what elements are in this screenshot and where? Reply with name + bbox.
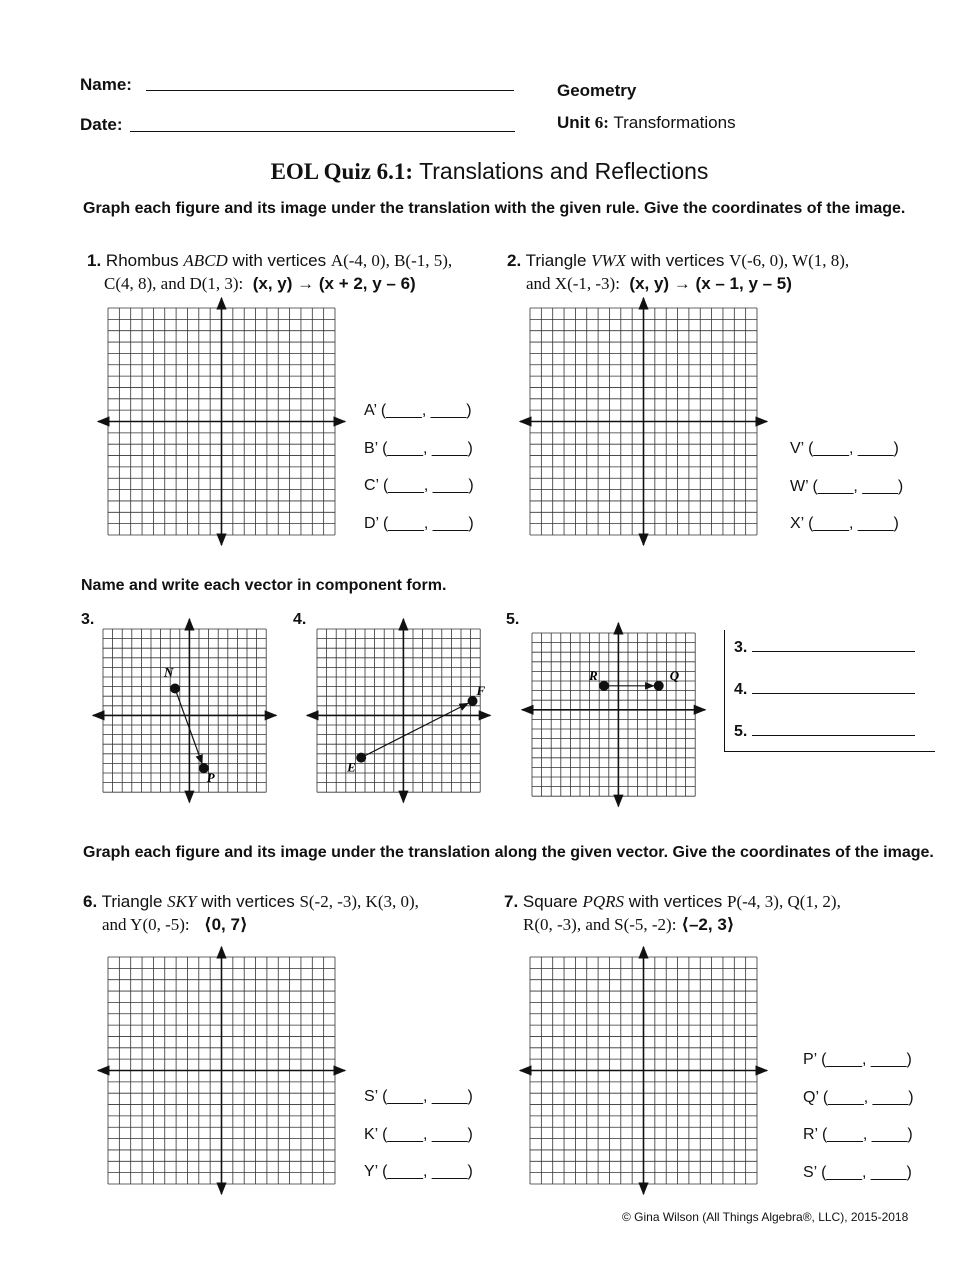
p6-vector: ⟨0, 7⟩ [203, 915, 248, 934]
problem2-number: 2. [507, 251, 522, 270]
problem1-number: 1. [87, 251, 102, 270]
grid-lines [307, 619, 490, 802]
answer-k-prime[interactable]: K’ (____, ____) [364, 1126, 473, 1143]
course-name: Geometry [557, 81, 637, 100]
grid-lines [520, 298, 767, 545]
vector-answer-5[interactable] [734, 723, 915, 741]
answer-v-prime[interactable]: V’ (____, ____) [790, 440, 899, 457]
point-label-f: F [476, 683, 486, 698]
vector-line [361, 703, 468, 757]
page-title [0, 158, 979, 185]
p2-shape: Triangle [525, 251, 587, 270]
date-label: Date: [80, 115, 123, 134]
problem4-number: 4. [293, 611, 307, 628]
problem1-text [87, 249, 452, 295]
answer-a-prime[interactable]: A’ (____, ____) [364, 402, 472, 419]
answer-c-prime[interactable]: C’ (____, ____) [364, 477, 474, 494]
p2-figure: VWX [591, 251, 627, 270]
coordinate-grid-2[interactable] [518, 296, 769, 547]
grid-lines [522, 623, 705, 806]
p7-vertices-2: R(0, -3), and S(-5, -2): [523, 915, 677, 934]
unit-topic: Transformations [613, 113, 736, 132]
answer-p-prime[interactable]: P’ (____, ____) [803, 1051, 912, 1068]
grid-lines [93, 619, 276, 802]
p7-figure: PQRS [582, 892, 625, 911]
vector-answer-box [724, 630, 935, 752]
coordinate-grid-1[interactable] [96, 296, 347, 547]
answer-4-line[interactable] [752, 693, 915, 694]
p7-with: with vertices [628, 892, 723, 911]
answer-s2-prime[interactable]: S’ (____, ____) [803, 1164, 912, 1181]
p2-with: with vertices [630, 251, 725, 270]
p6-vertices-1: S(-2, -3), K(3, 0), [299, 892, 419, 911]
answer-s-prime[interactable]: S’ (____, ____) [364, 1088, 473, 1105]
grid-lines [98, 947, 345, 1194]
section2-instruction: Name and write each vector in component form. [81, 577, 447, 594]
date-field[interactable] [130, 131, 515, 132]
problem6-text [83, 890, 419, 936]
p1-figure: ABCD [183, 251, 228, 270]
copyright-text: © Gina Wilson (All Things Algebra®, LLC), 2015-2018 [622, 1210, 909, 1224]
section1-instruction: Graph each figure and its image under the translation with the given rule. Give the coordinates of the image. [83, 200, 906, 217]
p2-vertices-1: V(-6, 0), W(1, 8), [729, 251, 850, 270]
vector-grid-5 [520, 621, 707, 808]
p1-vertices-2: C(4, 8), and D(1, 3): [104, 274, 244, 293]
p7-vertices-1: P(-4, 3), Q(1, 2), [727, 892, 841, 911]
answer-w-prime[interactable]: W’ (____, ____) [790, 478, 904, 495]
point-start [599, 681, 609, 691]
p7-shape: Square [522, 892, 578, 911]
answer-x-prime[interactable]: X’ (____, ____) [790, 515, 899, 532]
problem7-number: 7. [504, 892, 519, 911]
unit-number: 6: [594, 113, 609, 132]
point-label-r: R [589, 667, 598, 683]
p7-vector: ⟨–2, 3⟩ [681, 915, 735, 934]
point-start [356, 753, 366, 763]
answer-5-number: 5. [734, 723, 748, 740]
answer-5-line[interactable] [752, 735, 915, 736]
point-label-n: N [164, 664, 174, 680]
answer-q-prime[interactable]: Q’ (____, ____) [803, 1089, 914, 1106]
problem6-number: 6. [83, 892, 98, 911]
unit-label: Unit [557, 113, 591, 132]
coordinate-grid-7[interactable] [518, 945, 769, 1196]
p1-with: with vertices [232, 251, 327, 270]
answer-3-number: 3. [734, 639, 748, 656]
name-label: Name: [80, 75, 132, 94]
grid-lines [98, 298, 345, 545]
p6-vertices-2: and Y(0, -5): [102, 915, 190, 934]
point-start [170, 684, 180, 694]
vector-answer-4[interactable] [734, 681, 915, 699]
vector-line [175, 689, 202, 764]
point-label-q: Q [669, 667, 680, 683]
answer-r-prime[interactable]: R’ (____, ____) [803, 1126, 913, 1143]
answer-y-prime[interactable]: Y’ (____, ____) [364, 1163, 473, 1180]
point-label-p: P [206, 770, 215, 786]
p1-shape: Rhombus [105, 251, 179, 270]
quiz-topic: Translations and Reflections [419, 158, 709, 184]
problem5-number: 5. [506, 611, 520, 628]
p2-rule: (x, y) → (x – 1, y – 5) [629, 274, 792, 293]
grid-lines [520, 947, 767, 1194]
p6-with: with vertices [201, 892, 295, 911]
problem7-text [504, 890, 841, 936]
answer-d-prime[interactable]: D’ (____, ____) [364, 515, 474, 532]
p2-vertices-2: and X(-1, -3): [526, 274, 620, 293]
point-label-e: E [347, 759, 356, 775]
name-field[interactable] [146, 90, 514, 91]
p6-figure: SKY [167, 892, 197, 911]
problem3-number: 3. [81, 611, 95, 628]
answer-4-number: 4. [734, 681, 748, 698]
problem2-text [507, 249, 849, 295]
p6-shape: Triangle [101, 892, 163, 911]
p1-vertices-1: A(-4, 0), B(-1, 5), [330, 251, 453, 270]
p1-rule: (x, y) → (x + 2, y – 6) [252, 274, 416, 293]
point-end [654, 681, 664, 691]
quiz-label: EOL Quiz 6.1: [270, 159, 414, 184]
answer-3-line[interactable] [752, 651, 915, 652]
unit-info [557, 113, 736, 133]
coordinate-grid-6[interactable] [96, 945, 347, 1196]
section3-instruction: Graph each figure and its image under the translation along the given vector. Give the coordinates of the image. [83, 844, 934, 861]
vector-grid-3 [91, 617, 278, 804]
answer-b-prime[interactable]: B’ (____, ____) [364, 440, 473, 457]
vector-answer-3[interactable] [734, 639, 915, 657]
vector-grid-4 [305, 617, 492, 804]
